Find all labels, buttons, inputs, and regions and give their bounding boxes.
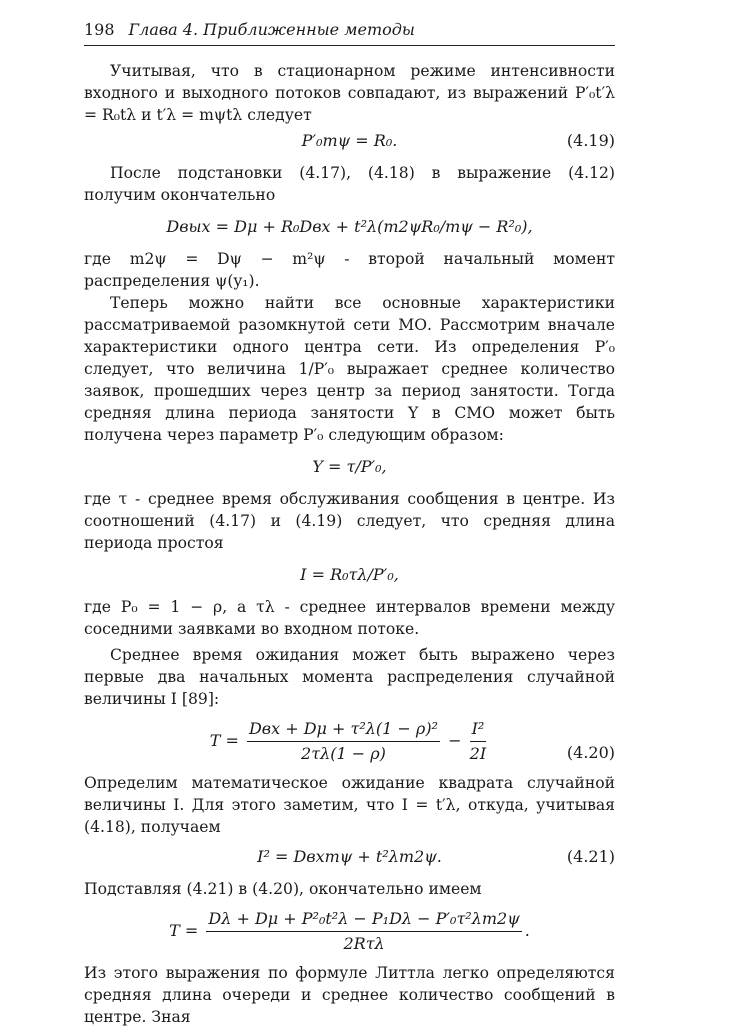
equation-4-21: I² = Dвхmψ + t²λm2ψ. (4.21) xyxy=(257,847,615,866)
paragraph-6: где P₀ = 1 − ρ, а τλ - среднее интервалов времени между соседними заявками во входном потоке. xyxy=(84,598,615,638)
paragraph-3: где m2ψ = Dψ − m²ψ - второй начальный момент распределения ψ(y₁). xyxy=(84,250,615,290)
equation-final: T = $\frac{\text{Dλ + Dμ + P²₀t²λ − P₁Dλ − P′₀τ²λm2ψ}}{\text{2Rτλ}}$ . xyxy=(169,909,530,953)
paragraph-9: Подставляя (4.21) в (4.20), окончательно имеем xyxy=(84,880,482,898)
page-number: 198 xyxy=(84,20,115,39)
equation-y: Y = τ/P′₀, xyxy=(312,457,387,476)
running-header xyxy=(84,20,615,46)
paragraph-7: Среднее время ожидания может быть выражено через первые два начальных момента распределения случайной величины I [89]: xyxy=(84,646,615,708)
equation-i: I = R₀τλ/P′₀, xyxy=(300,565,399,584)
equation-number-4-21: (4.21) xyxy=(566,847,615,866)
equation-4-19: P′₀mψ = R₀. (4.19) xyxy=(301,131,615,150)
paragraph-8: Определим математическое ожидание квадрата случайной величины I. Для этого заметим, что I = t′λ, откуда, учитывая (4.18), получаем xyxy=(84,774,615,836)
paragraph-4: Теперь можно найти все основные характеристики рассматриваемой разомкнутой сети МО. Рассмотрим вначале характеристики одного центра сети. Из определения P′₀ следует, что величина 1/P′₀ выражает среднее количество заявок, прошедших через центр за период занятости. Тогда средняя длина периода занятости Y в СМО может быть получена через параметр P′₀ следующим образом: xyxy=(84,294,615,444)
equation-number-4-19: (4.19) xyxy=(566,131,615,150)
equation-number-4-20: (4.20) xyxy=(566,743,615,762)
page xyxy=(84,20,615,1028)
paragraph-5: где τ - среднее время обслуживания сообщения в центре. Из соотношений (4.17) и (4.19) следует, что средняя длина периода простоя xyxy=(84,490,615,552)
paragraph-10: Из этого выражения по формуле Литтла легко определяются средняя длина очереди и среднее количество сообщений в центре. Зная xyxy=(84,964,615,1026)
equation-d-out: Dвых = Dμ + R₀Dвх + t²λ(m2ψR₀/mψ − R²₀), xyxy=(166,217,533,236)
paragraph-2: После подстановки (4.17), (4.18) в выражение (4.12) получим окончательно xyxy=(84,164,615,204)
equation-4-20: T = $\frac{\text{Dвх + Dμ + τ²λ(1 − ρ)²}}{2\tau\lambda(1 - \rho)}$ − $\frac{\text{I²}}{2I}$ (4.20) xyxy=(84,718,615,764)
chapter-title: Глава 4. Приближенные методы xyxy=(128,20,415,39)
paragraph-1: Учитывая, что в стационарном режиме интенсивности входного и выходного потоков совпадают, из выражений P′₀t′λ = R₀tλ и t′λ = mψtλ следует xyxy=(84,62,615,124)
